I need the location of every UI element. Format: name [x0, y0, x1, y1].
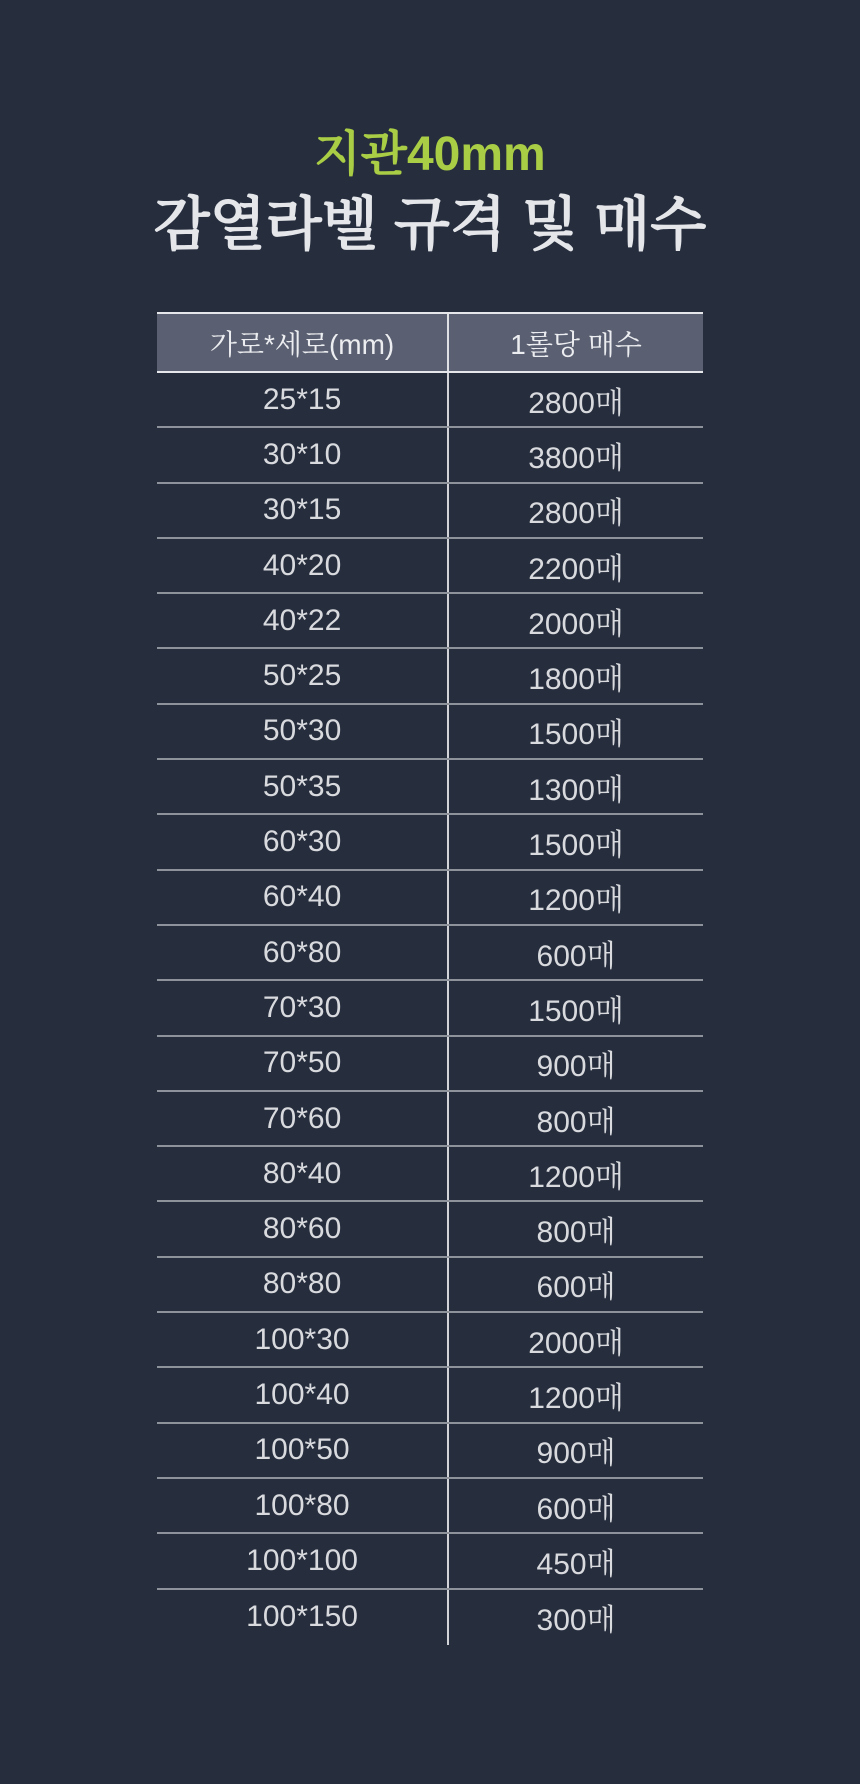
- table-row: [157, 871, 703, 926]
- table-cell-size: 70*30: [157, 981, 449, 1034]
- table-cell-size: 70*50: [157, 1037, 449, 1090]
- table-cell-count: 300매: [536, 1604, 616, 1638]
- table-cell-count: 2000매: [528, 607, 624, 641]
- table-cell-size: 100*40: [157, 1368, 449, 1421]
- table-cell-count: 450매: [536, 1547, 616, 1581]
- table-row: [157, 705, 703, 760]
- table-cell-size: 40*22: [157, 594, 449, 647]
- table-cell-count: 1200매: [528, 884, 624, 918]
- table-cell-count: 2000매: [528, 1326, 624, 1360]
- table-cell-count: 900매: [536, 1437, 616, 1471]
- table-cell-count: 1300매: [528, 773, 624, 807]
- table-cell-count: 800매: [536, 1105, 616, 1139]
- table-cell-size: 80*40: [157, 1147, 449, 1200]
- header-cell-size: 가로*세로(mm): [157, 314, 449, 371]
- table-row: [157, 594, 703, 649]
- table-cell-count: 3800매: [528, 441, 624, 475]
- table-cell-count: 600매: [536, 1271, 616, 1305]
- table-row: [157, 428, 703, 483]
- table-cell-count: 2800매: [528, 386, 624, 420]
- table-cell-count: 1200매: [528, 1381, 624, 1415]
- table-row: [157, 1590, 703, 1645]
- table-cell-count: 1200매: [528, 1160, 624, 1194]
- table-row: [157, 484, 703, 539]
- table-row: [157, 1037, 703, 1092]
- table-row: [157, 1368, 703, 1423]
- table-cell-size: 100*50: [157, 1424, 449, 1477]
- table-cell-count: 1500매: [528, 718, 624, 752]
- table-row: [157, 1313, 703, 1368]
- table-cell-size: 30*10: [157, 428, 449, 481]
- table-row: [157, 815, 703, 870]
- table-cell-size: 60*40: [157, 871, 449, 924]
- table-row: [157, 1147, 703, 1202]
- table-row: [157, 760, 703, 815]
- table-row: [157, 1258, 703, 1313]
- table-header-row: [157, 314, 703, 373]
- table-cell-count: 1800매: [528, 663, 624, 697]
- table-cell-size: 100*80: [157, 1479, 449, 1532]
- table-cell-size: 70*60: [157, 1092, 449, 1145]
- table-row: [157, 1092, 703, 1147]
- table-cell-size: 25*15: [157, 373, 449, 426]
- title-accent: 지관40mm: [314, 128, 546, 181]
- table-cell-count: 1500매: [528, 829, 624, 863]
- table-cell-size: 50*25: [157, 649, 449, 702]
- table-cell-size: 30*15: [157, 484, 449, 537]
- header-cell-count: 1롤당 매수: [510, 328, 642, 360]
- table-row: [157, 1202, 703, 1257]
- table-row: [157, 373, 703, 428]
- table-row: [157, 926, 703, 981]
- table-cell-count: 600매: [536, 939, 616, 973]
- table-row: [157, 539, 703, 594]
- table-cell-count: 800매: [536, 1216, 616, 1250]
- table-cell-size: 80*60: [157, 1202, 449, 1255]
- table-cell-size: 60*80: [157, 926, 449, 979]
- table-row: [157, 1479, 703, 1534]
- table-row: [157, 1534, 703, 1589]
- table-cell-size: 100*30: [157, 1313, 449, 1366]
- table-cell-size: 50*35: [157, 760, 449, 813]
- table-cell-count: 2200매: [528, 552, 624, 586]
- table-cell-size: 100*100: [157, 1534, 449, 1587]
- table-cell-count: 1500매: [528, 994, 624, 1028]
- table-cell-count: 2800매: [528, 497, 624, 531]
- table-cell-size: 60*30: [157, 815, 449, 868]
- table-row: [157, 981, 703, 1036]
- table-row: [157, 1424, 703, 1479]
- table-cell-size: 80*80: [157, 1258, 449, 1311]
- table-cell-count: 900매: [536, 1050, 616, 1084]
- spec-table: [157, 312, 703, 1645]
- table-cell-count: 600매: [536, 1492, 616, 1526]
- page-title: 감열라벨 규격 및 매수: [153, 192, 707, 257]
- table-body: [157, 373, 703, 1645]
- table-row: [157, 649, 703, 704]
- table-cell-size: 50*30: [157, 705, 449, 758]
- table-cell-size: 40*20: [157, 539, 449, 592]
- table-cell-size: 100*150: [157, 1590, 449, 1645]
